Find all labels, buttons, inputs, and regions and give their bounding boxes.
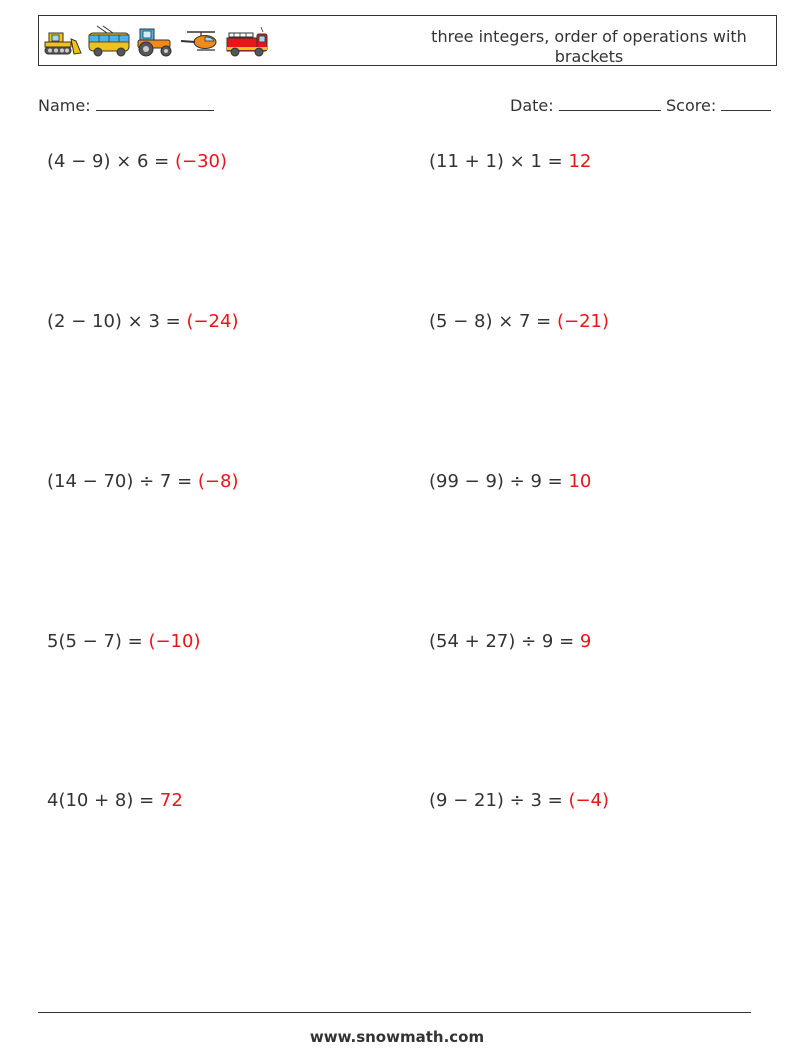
problem-question: 5(5 − 7) = xyxy=(47,631,149,652)
tractor-icon xyxy=(135,26,175,58)
problem-6 xyxy=(429,471,591,492)
worksheet-header xyxy=(38,15,777,66)
name-label: Name: xyxy=(38,96,91,115)
problem-answer: 12 xyxy=(568,151,592,172)
problem-3 xyxy=(47,311,238,332)
problem-answer: 72 xyxy=(159,790,183,811)
problem-question: (54 + 27) ÷ 9 = xyxy=(429,631,580,652)
problem-question: (2 − 10) × 3 = xyxy=(47,311,187,332)
problem-1 xyxy=(47,151,227,172)
problem-question: (99 − 9) ÷ 9 = xyxy=(429,471,569,492)
problem-question: (11 + 1) × 1 = xyxy=(429,151,569,172)
problem-question: (5 − 8) × 7 = xyxy=(429,311,557,332)
worksheet-title: three integers, order of operations with brackets xyxy=(431,27,747,66)
date-label: Date: xyxy=(510,96,554,115)
date-field xyxy=(510,94,661,115)
footer-divider xyxy=(38,1012,751,1013)
problem-answer: (−8) xyxy=(197,471,239,492)
problem-question: (4 − 9) × 6 = xyxy=(47,151,175,172)
problem-10 xyxy=(429,790,609,811)
score-label: Score: xyxy=(666,96,717,115)
score-blank[interactable] xyxy=(721,94,771,111)
header-icons xyxy=(43,24,269,60)
problem-question: (14 − 70) ÷ 7 = xyxy=(47,471,198,492)
helicopter-icon xyxy=(179,27,221,57)
problem-4 xyxy=(429,311,609,332)
problem-question: (9 − 21) ÷ 3 = xyxy=(429,790,569,811)
bulldozer-icon xyxy=(43,27,83,57)
footer-url[interactable]: www.snowmath.com xyxy=(309,1028,485,1046)
problem-answer: (−24) xyxy=(186,311,239,332)
name-field xyxy=(38,94,214,115)
fire-truck-icon xyxy=(225,25,269,59)
date-blank[interactable] xyxy=(559,94,661,111)
problem-answer: 9 xyxy=(579,631,592,652)
problem-answer: 10 xyxy=(568,471,592,492)
score-field xyxy=(666,94,771,115)
problem-answer: (−21) xyxy=(556,311,610,332)
name-blank[interactable] xyxy=(96,94,214,111)
problem-5 xyxy=(47,471,238,492)
trolleybus-icon xyxy=(87,25,131,59)
problem-8 xyxy=(429,631,591,652)
problem-answer: (−4) xyxy=(568,790,610,811)
problem-question: 4(10 + 8) = xyxy=(47,790,160,811)
problem-7 xyxy=(47,631,200,652)
problem-answer: (−30) xyxy=(174,151,228,172)
problem-answer: (−10) xyxy=(148,631,201,652)
problem-2 xyxy=(429,151,591,172)
problem-9 xyxy=(47,790,183,811)
